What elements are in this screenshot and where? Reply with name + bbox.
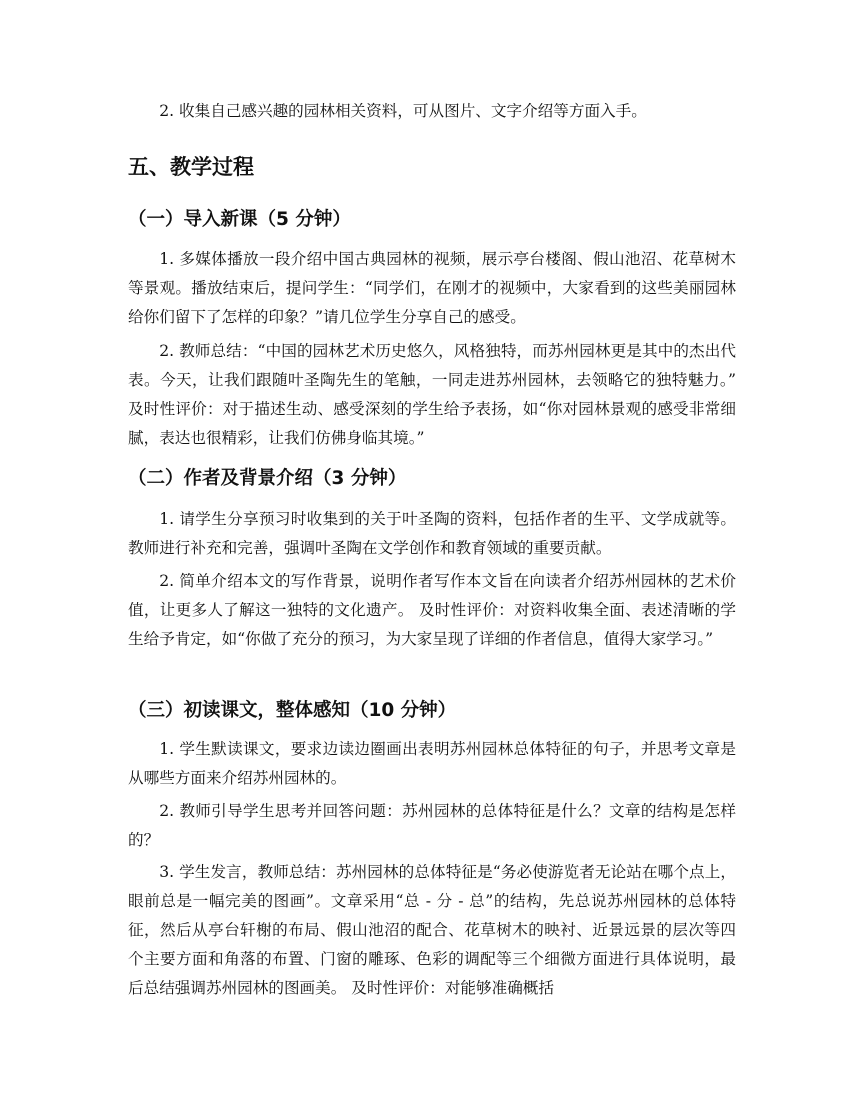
part1-heading: （一）导入新课（5 分钟） — [128, 209, 351, 230]
part3-paragraph-3: 3. 学生发言，教师总结：苏州园林的总体特征是“务必使游览者无论站在哪个点上，眼前总是一幅完美的图画”。文章采用“总 - 分 - 总”的结构，先总说苏州园林的总体特征，然后从亭台轩榭的布局、假山池沼的配合、花草树木的映衬、近景远景的层次等四个主要方面和角落的布置、门窗的雕琢、色彩的调配等三个细微方面进行具体说明，最后总结强调苏州园林的图画美。 及时性评价：对能够准确概括 — [128, 863, 736, 997]
part2-paragraph-2: 2. 简单介绍本文的写作背景，说明作者写作本文旨在向读者介绍苏州园林的艺术价值，让更多人了解这一独特的文化遗产。 及时性评价：对资料收集全面、表述清晰的学生给予肯定，如“你做了充分的预习，为大家呈现了详细的作者信息，值得大家学习。” — [128, 572, 736, 648]
part3-paragraph-2: 2. 教师引导学生思考并回答问题：苏州园林的总体特征是什么？文章的结构是怎样的？ — [128, 802, 736, 849]
part3-paragraph-1: 1. 学生默读课文，要求边读边圈画出表明苏州园林总体特征的句子，并思考文章是从哪些方面来介绍苏州园林的。 — [128, 740, 736, 787]
section-heading-teaching-process: 五、教学过程 — [128, 155, 254, 179]
part1-paragraph-2: 2. 教师总结：“中国的园林艺术历史悠久，风格独特，而苏州园林更是其中的杰出代表。今天，让我们跟随叶圣陶先生的笔触，一同走进苏州园林，去领略它的独特魅力。” 及时性评价：对于描述生动、感受深刻的学生给予表扬，如“你对园林景观的感受非常细腻，表达也很精彩，让我们仿佛身临其境。” — [128, 342, 736, 447]
part2-heading: （二）作者及背景介绍（3 分钟） — [128, 468, 407, 489]
part1-paragraph-1: 1. 多媒体播放一段介绍中国古典园林的视频，展示亭台楼阁、假山池沼、花草树木等景观。播放结束后，提问学生：“同学们，在刚才的视频中，大家看到的这些美丽园林给你们留下了怎样的印象？”请几位学生分享自己的感受。 — [128, 250, 736, 326]
part3-heading: （三）初读课文，整体感知（10 分钟） — [128, 700, 457, 721]
part2-paragraph-1: 1. 请学生分享预习时收集到的关于叶圣陶的资料，包括作者的生平、文学成就等。教师进行补充和完善，强调叶圣陶在文学创作和教育领域的重要贡献。 — [128, 510, 736, 557]
preparation-item-2: 2. 收集自己感兴趣的园林相关资料，可从图片、文字介绍等方面入手。 — [159, 102, 647, 120]
